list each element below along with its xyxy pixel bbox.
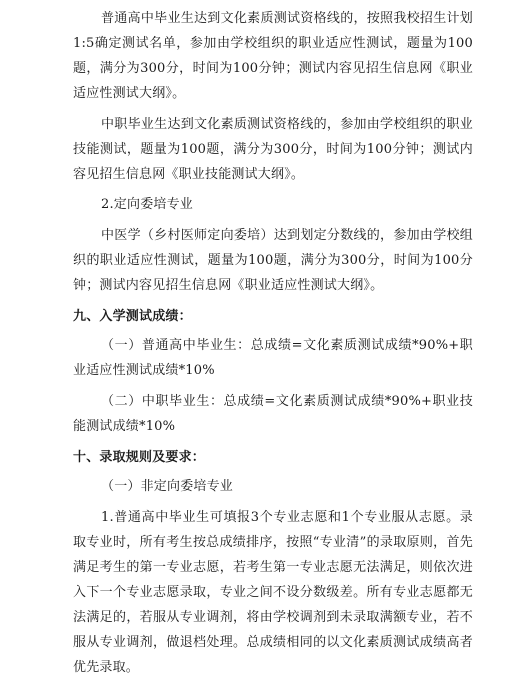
score-formula-general-high-school: （一）普通高中毕业生：总成绩=文化素质测试成绩*90%+职业适应性测试成绩*10%: [73, 338, 473, 378]
paragraph-directed-training-test: 中医学（乡村医师定向委培）达到划定分数线的，参加由学校组织的职业适应性测试，题量为100题，满分为300分，时间为100分钟；测试内容见招生信息网《职业适应性测试大纲》。: [73, 228, 473, 293]
subheading-non-directed-majors: （一）非定向委培专业: [101, 479, 234, 494]
section-heading-admission-test-scores: 九、入学测试成绩：: [73, 309, 192, 324]
score-formula-vocational-school: （二）中职毕业生：总成绩=文化素质测试成绩*90%+职业技能测试成绩*10%: [73, 394, 473, 434]
subheading-directed-training: 2.定向委培专业: [101, 197, 194, 212]
paragraph-general-high-school-test: 普通高中毕业生达到文化素质测试资格线的，按照我校招生计划1:5确定测试名单，参加由学校组织的职业适应性测试，题量为100题，满分为300分，时间为100分钟；测试内容见招生信息网《职业适应性测试大纲》。: [73, 11, 473, 101]
section-heading-admission-rules: 十、录取规则及要求：: [73, 450, 206, 465]
paragraph-vocational-school-test: 中职毕业生达到文化素质测试资格线的，参加由学校组织的职业技能测试，题量为100题，满分为300分，时间为100分钟；测试内容见招生信息网《职业技能测试大纲》。: [73, 117, 473, 182]
paragraph-admission-rules-detail: 1.普通高中毕业生可填报3个专业志愿和1个专业服从志愿。录取专业时，所有考生按总成绩排序，按照“专业清”的录取原则，首先满足考生的第一专业志愿，若考生第一专业志愿无法满足，则依次进入下一个专业志愿录取，专业之间不设分数级差。所有专业志愿都无法满足的，若服从专业调剂，将由学校调剂到未录取满额专业，若不服从专业调剂，做退档处理。总成绩相同的以文化素质测试成绩高者优先录取。: [73, 510, 473, 675]
